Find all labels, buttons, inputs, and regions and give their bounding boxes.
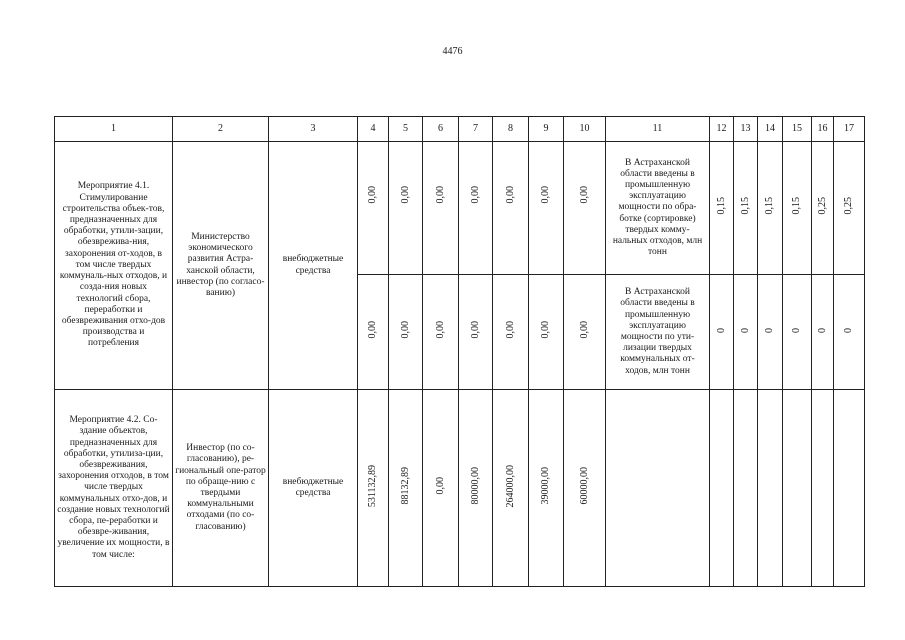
funding-cell: 88132,89 — [389, 390, 423, 587]
measure-41-executor: Министерство экономического развития Астра-ханской области, инвестор (по согласо-ванию) — [173, 142, 269, 390]
header-cell: 6 — [423, 117, 459, 142]
header-cell: 4 — [358, 117, 389, 142]
funding-cell: 0,00 — [493, 275, 529, 390]
target-cell: 0,25 — [812, 142, 834, 275]
header-cell: 10 — [564, 117, 606, 142]
indicator-cell: В Астраханской области введены в промышленную эксплуатацию мощности по обра-ботке (сортировке) твердых комму-нальных отходов, млн тонн — [606, 142, 710, 275]
target-cell: 0 — [710, 275, 734, 390]
funding-cell: 0,00 — [493, 142, 529, 275]
funding-cell: 264000,00 — [493, 390, 529, 587]
target-cell — [710, 390, 734, 587]
header-cell: 17 — [834, 117, 865, 142]
measure-41-name: Мероприятие 4.1. Стимулирование строительства объек-тов, предназначенных для обработки, утили-зации, обезврежива-ния, захоронения от-ходов, в том числе твердых коммуналь-ных отходов, и созда-ния новых технологий сбора, переработки и обезвреживания отхо-дов производства и потребления — [55, 142, 173, 390]
program-table — [54, 116, 865, 587]
funding-cell: 0,00 — [389, 142, 423, 275]
target-cell — [834, 390, 865, 587]
funding-cell: 0,00 — [358, 142, 389, 275]
header-cell: 3 — [269, 117, 358, 142]
funding-cell: 0,00 — [529, 142, 564, 275]
header-cell: 13 — [734, 117, 758, 142]
funding-cell: 531132,89 — [358, 390, 389, 587]
target-cell: 0 — [783, 275, 812, 390]
table-row — [55, 142, 865, 275]
funding-cell: 0,00 — [564, 142, 606, 275]
target-cell: 0,15 — [734, 142, 758, 275]
header-cell: 15 — [783, 117, 812, 142]
funding-cell: 80000,00 — [459, 390, 493, 587]
header-cell: 11 — [606, 117, 710, 142]
header-cell: 12 — [710, 117, 734, 142]
target-cell: 0,15 — [758, 142, 783, 275]
header-cell: 5 — [389, 117, 423, 142]
target-cell: 0,25 — [834, 142, 865, 275]
target-cell: 0,15 — [710, 142, 734, 275]
target-cell — [734, 390, 758, 587]
target-cell — [812, 390, 834, 587]
column-number-row — [55, 117, 865, 142]
table-row — [55, 390, 865, 587]
header-cell: 16 — [812, 117, 834, 142]
header-cell: 14 — [758, 117, 783, 142]
measure-42-executor: Инвестор (по со-гласованию), ре-гиональный опе-ратор по обраще-нию с твердыми коммунальными отходами (по со-гласованию) — [173, 390, 269, 587]
funding-cell: 0,00 — [423, 275, 459, 390]
funding-cell: 0,00 — [459, 142, 493, 275]
funding-cell: 0,00 — [529, 275, 564, 390]
target-cell: 0 — [758, 275, 783, 390]
measure-42-name: Мероприятие 4.2. Со-здание объектов, предназначенных для обработки, утилиза-ции, обезвреживания, захоронения отходов, в том числе твердых коммунальных отхо-дов, и создание новых технологий сбора, пе-реработки и обезвре-живания, увеличение их мощности, в том числе: — [55, 390, 173, 587]
funding-cell: 39000,00 — [529, 390, 564, 587]
funding-cell: 0,00 — [423, 390, 459, 587]
funding-cell: 0,00 — [423, 142, 459, 275]
header-cell: 8 — [493, 117, 529, 142]
target-cell — [758, 390, 783, 587]
funding-cell: 0,00 — [358, 275, 389, 390]
target-cell: 0 — [734, 275, 758, 390]
target-cell — [783, 390, 812, 587]
measure-41-source: внебюджетные средства — [269, 142, 358, 390]
header-cell: 2 — [173, 117, 269, 142]
header-cell: 9 — [529, 117, 564, 142]
funding-cell: 60000,00 — [564, 390, 606, 587]
header-cell: 7 — [459, 117, 493, 142]
page-number: 4476 — [442, 46, 463, 57]
funding-cell: 0,00 — [564, 275, 606, 390]
target-cell: 0,15 — [783, 142, 812, 275]
funding-cell: 0,00 — [389, 275, 423, 390]
indicator-cell — [606, 390, 710, 587]
target-cell: 0 — [812, 275, 834, 390]
funding-cell: 0,00 — [459, 275, 493, 390]
indicator-cell: В Астраханской области введены в промышленную эксплуатацию мощности по ути-лизации твердых коммунальных от-ходов, млн тонн — [606, 275, 710, 390]
measure-42-source: внебюджетные средства — [269, 390, 358, 587]
header-cell: 1 — [55, 117, 173, 142]
target-cell: 0 — [834, 275, 865, 390]
